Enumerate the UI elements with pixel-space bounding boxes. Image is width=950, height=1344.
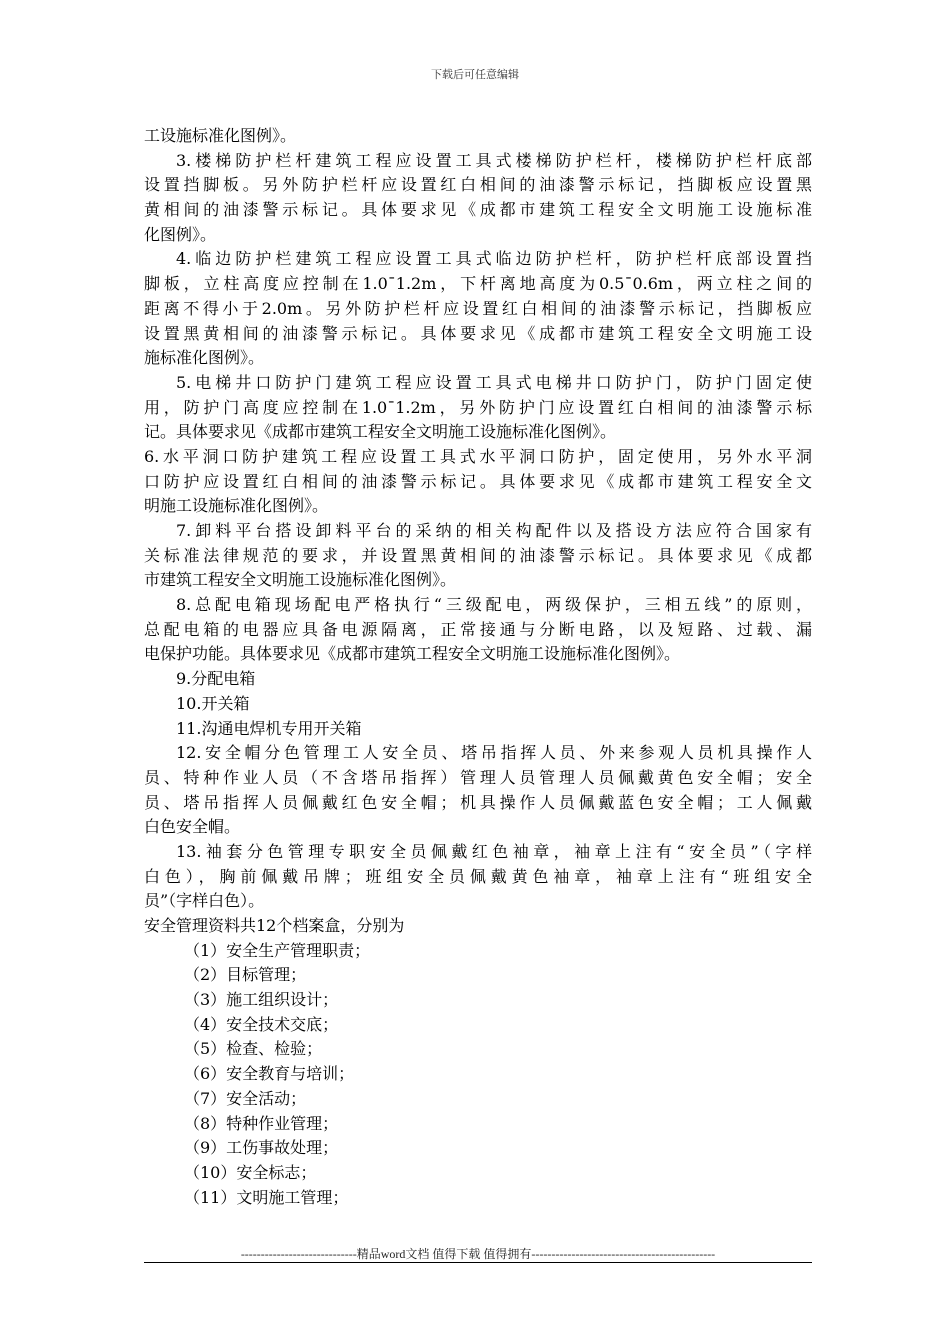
text-line: 8.总配电箱现场配电严格执行“三级配电，两级保护，三相五线”的原则， <box>176 595 812 615</box>
text-line: 口防护应设置红白相间的油漆警示标记。具体要求见《成都市建筑工程安全文 <box>144 471 812 491</box>
document-body <box>144 124 812 1210</box>
text-line: 员、塔吊指挥人员佩戴红色安全帽；机具操作人员佩戴蓝色安全帽；工人佩戴 <box>144 792 812 812</box>
text-line: （7）安全活动； <box>184 1088 307 1108</box>
text-line: （3）施工组织设计； <box>184 990 339 1010</box>
text-line: 化图例》。 <box>144 224 217 244</box>
text-line: 3.楼梯防护栏杆建筑工程应设置工具式楼梯防护栏杆，楼梯防护栏杆底部 <box>176 150 812 170</box>
text-line: 白色），胸前佩戴吊牌；班组安全员佩戴黄色袖章，袖章上注有“班组安全 <box>144 866 812 886</box>
text-line: 总配电箱的电器应具备电源隔离，正常接通与分断电路，以及短路、过载、漏 <box>144 619 812 639</box>
text-line: 用，防护门高度应控制在1.0¯1.2m，另外防护门应设置红白相间的油漆警示标 <box>144 397 812 417</box>
text-line: （2）目标管理； <box>184 965 307 985</box>
text-line: （4）安全技术交底； <box>184 1014 339 1034</box>
text-line: 13.袖套分色管理专职安全员佩戴红色袖章，袖章上注有“安全员”（字样 <box>176 841 812 861</box>
text-line: （1）安全生产管理职责； <box>184 940 371 960</box>
text-line: 6.水平洞口防护建筑工程应设置工具式水平洞口防护，固定使用，另外水平洞 <box>144 446 812 466</box>
text-line: 5.电梯井口防护门建筑工程应设置工具式电梯井口防护门，防护门固定使 <box>176 372 812 392</box>
page-header: 下载后可任意编辑 <box>431 68 519 81</box>
text-line: 电保护功能。具体要求见《成都市建筑工程安全文明施工设施标准化图例》。 <box>144 644 681 664</box>
footer-divider <box>144 1262 812 1263</box>
text-line: （9）工伤事故处理； <box>184 1138 339 1158</box>
text-line: 施标准化图例》。 <box>144 348 265 368</box>
text-line: 记。具体要求见《成都市建筑工程安全文明施工设施标准化图例》。 <box>144 422 617 442</box>
text-line: 员”（字样白色）。 <box>144 891 265 911</box>
text-line: （11）文明施工管理； <box>184 1187 349 1207</box>
text-line: （10）安全标志； <box>184 1162 317 1182</box>
text-line: 关标准法律规范的要求，并设置黑黄相间的油漆警示标记。具体要求见《成都 <box>144 545 812 565</box>
text-line: 9.分配电箱 <box>176 669 256 689</box>
text-line: 设置挡脚板。另外防护栏杆应设置红白相间的油漆警示标记，挡脚板应设置黑 <box>144 175 812 195</box>
text-line: 10.开关箱 <box>176 693 250 713</box>
text-line: 11.沟通电焊机专用开关箱 <box>176 718 362 738</box>
page-footer: -----------------------------精品word文档 值得下载 值得拥有---------------------------------------------- <box>240 1247 716 1261</box>
text-line: 12.安全帽分色管理工人安全员、塔吊指挥人员、外来参观人员机具操作人 <box>176 743 812 763</box>
text-line: 工设施标准化图例》。 <box>144 126 297 145</box>
text-line: （8）特种作业管理； <box>184 1113 339 1133</box>
text-line: 安全管理资料共12个档案盒，分别为 <box>144 916 405 935</box>
text-line: （5）检查、检验； <box>184 1039 323 1059</box>
text-line: 脚板，立柱高度应控制在1.0¯1.2m，下杆离地高度为0.5¯0.6m，两立柱之间的 <box>144 274 812 294</box>
text-line: 4.临边防护栏建筑工程应设置工具式临边防护栏杆，防护栏杆底部设置挡 <box>176 249 812 269</box>
text-line: 市建筑工程安全文明施工设施标准化图例》。 <box>144 570 457 590</box>
text-line: 明施工设施标准化图例》。 <box>144 496 329 516</box>
text-line: 距离不得小于2.0m。另外防护栏杆应设置红白相间的油漆警示标记，挡脚板应 <box>144 298 812 318</box>
text-line: （6）安全教育与培训； <box>184 1064 355 1084</box>
text-line: 员、特种作业人员（不含塔吊指挥）管理人员管理人员佩戴黄色安全帽；安全 <box>144 767 812 787</box>
text-line: 白色安全帽。 <box>144 817 241 837</box>
text-line: 黄相间的油漆警示标记。具体要求见《成都市建筑工程安全文明施工设施标准 <box>144 200 812 220</box>
text-line: 7.卸料平台搭设卸料平台的采纳的相关构配件以及搭设方法应符合国家有 <box>176 521 812 540</box>
text-line: 设置黑黄相间的油漆警示标记。具体要求见《成都市建筑工程安全文明施工设 <box>144 323 812 343</box>
